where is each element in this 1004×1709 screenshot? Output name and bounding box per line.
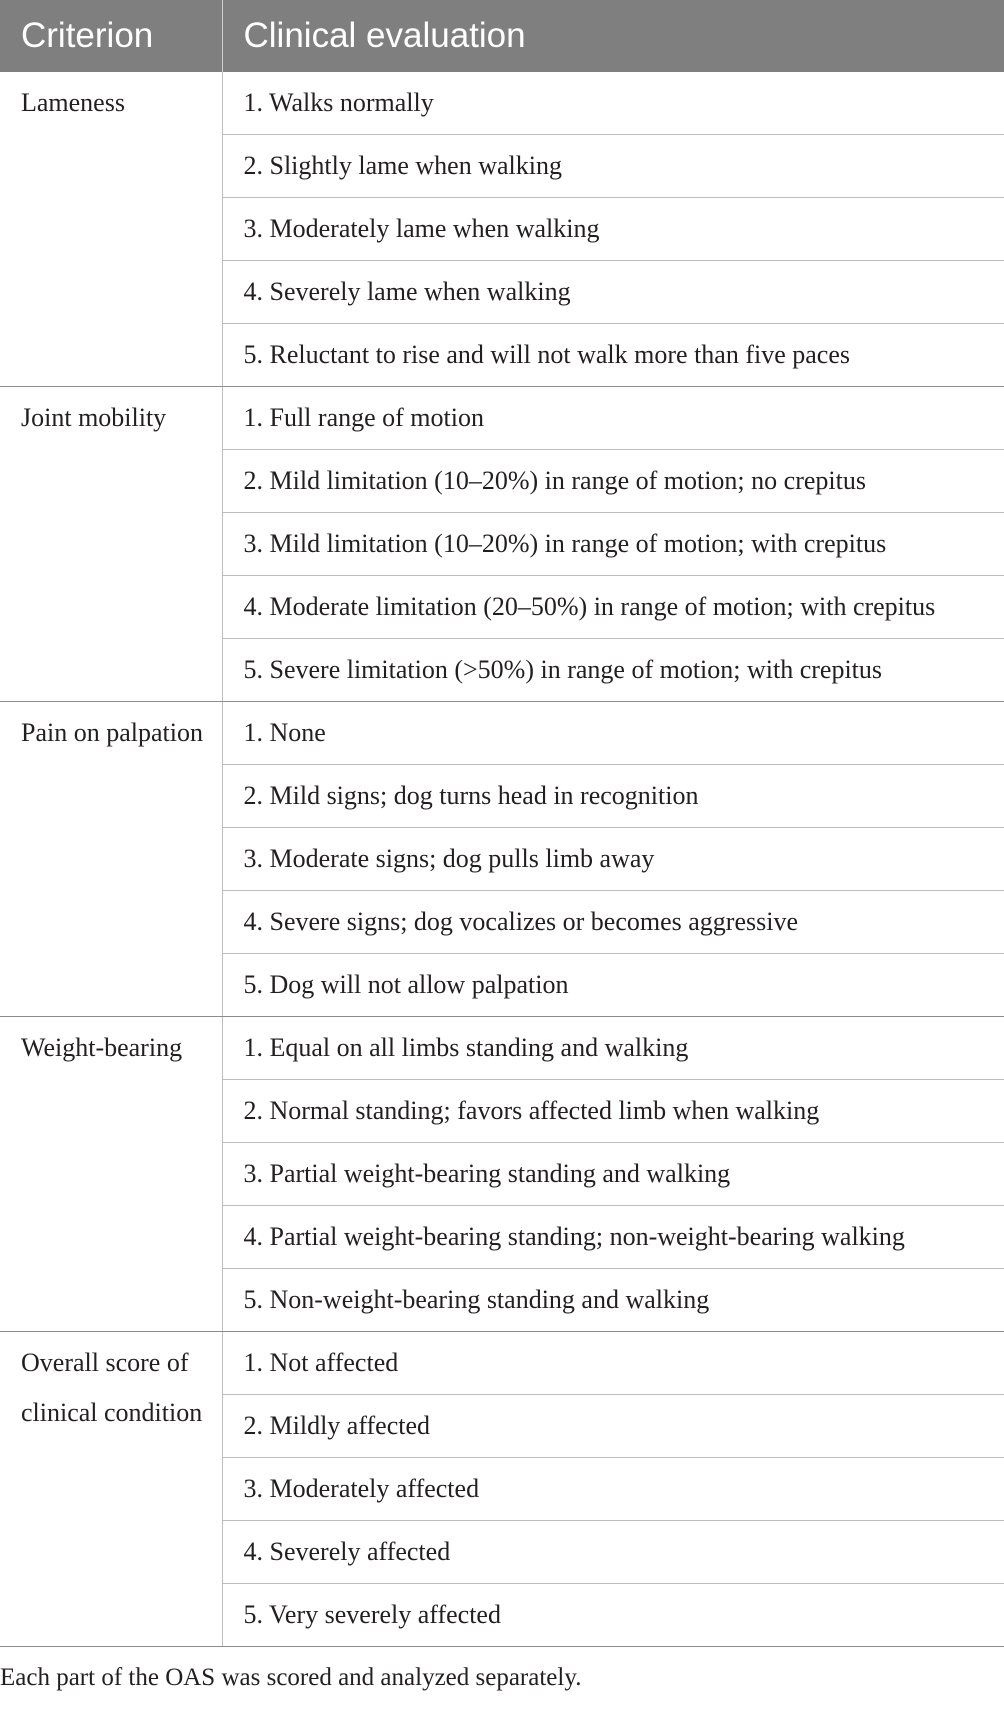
evaluation-cell: 5. Non-weight-bearing standing and walking: [222, 1269, 1004, 1332]
header-row: [0, 0, 1004, 72]
evaluation-cell: 4. Severe signs; dog vocalizes or becomes aggressive: [222, 891, 1004, 954]
table-header: [0, 0, 1004, 72]
evaluation-cell: 5. Very severely affected: [222, 1584, 1004, 1647]
criterion-overall-score: Overall score of clinical condition: [0, 1332, 222, 1647]
column-header-criterion: Criterion: [0, 0, 222, 72]
evaluation-cell: 2. Slightly lame when walking: [222, 135, 1004, 198]
criterion-pain-on-palpation: Pain on palpation: [0, 702, 222, 1017]
table-row: [0, 1332, 1004, 1395]
evaluation-cell: 3. Moderately affected: [222, 1458, 1004, 1521]
column-header-clinical-evaluation: Clinical evaluation: [222, 0, 1004, 72]
evaluation-cell: 3. Moderate signs; dog pulls limb away: [222, 828, 1004, 891]
evaluation-cell: 3. Partial weight-bearing standing and walking: [222, 1143, 1004, 1206]
evaluation-cell: 1. Equal on all limbs standing and walking: [222, 1017, 1004, 1080]
table-footnote: Each part of the OAS was scored and analyzed separately.: [0, 1664, 582, 1691]
evaluation-cell: 1. Full range of motion: [222, 387, 1004, 450]
evaluation-cell: 4. Severely lame when walking: [222, 261, 1004, 324]
table-row: [0, 702, 1004, 765]
evaluation-cell: 5. Reluctant to rise and will not walk more than five paces: [222, 324, 1004, 387]
evaluation-cell: 1. None: [222, 702, 1004, 765]
evaluation-cell: 2. Normal standing; favors affected limb when walking: [222, 1080, 1004, 1143]
evaluation-cell: 4. Moderate limitation (20–50%) in range of motion; with crepitus: [222, 576, 1004, 639]
evaluation-cell: 2. Mildly affected: [222, 1395, 1004, 1458]
evaluation-cell: 2. Mild limitation (10–20%) in range of motion; no crepitus: [222, 450, 1004, 513]
evaluation-cell: 3. Mild limitation (10–20%) in range of motion; with crepitus: [222, 513, 1004, 576]
criterion-lameness: Lameness: [0, 72, 222, 387]
table-row: [0, 72, 1004, 135]
evaluation-cell: 5. Dog will not allow palpation: [222, 954, 1004, 1017]
table-body: [0, 72, 1004, 1647]
table-row: [0, 387, 1004, 450]
evaluation-cell: 1. Walks normally: [222, 72, 1004, 135]
evaluation-cell: 1. Not affected: [222, 1332, 1004, 1395]
table-row: [0, 1017, 1004, 1080]
evaluation-cell: 2. Mild signs; dog turns head in recognition: [222, 765, 1004, 828]
evaluation-cell: 4. Partial weight-bearing standing; non-weight-bearing walking: [222, 1206, 1004, 1269]
evaluation-cell: 5. Severe limitation (>50%) in range of motion; with crepitus: [222, 639, 1004, 702]
evaluation-cell: 3. Moderately lame when walking: [222, 198, 1004, 261]
criterion-weight-bearing: Weight-bearing: [0, 1017, 222, 1332]
evaluation-cell: 4. Severely affected: [222, 1521, 1004, 1584]
criterion-joint-mobility: Joint mobility: [0, 387, 222, 702]
